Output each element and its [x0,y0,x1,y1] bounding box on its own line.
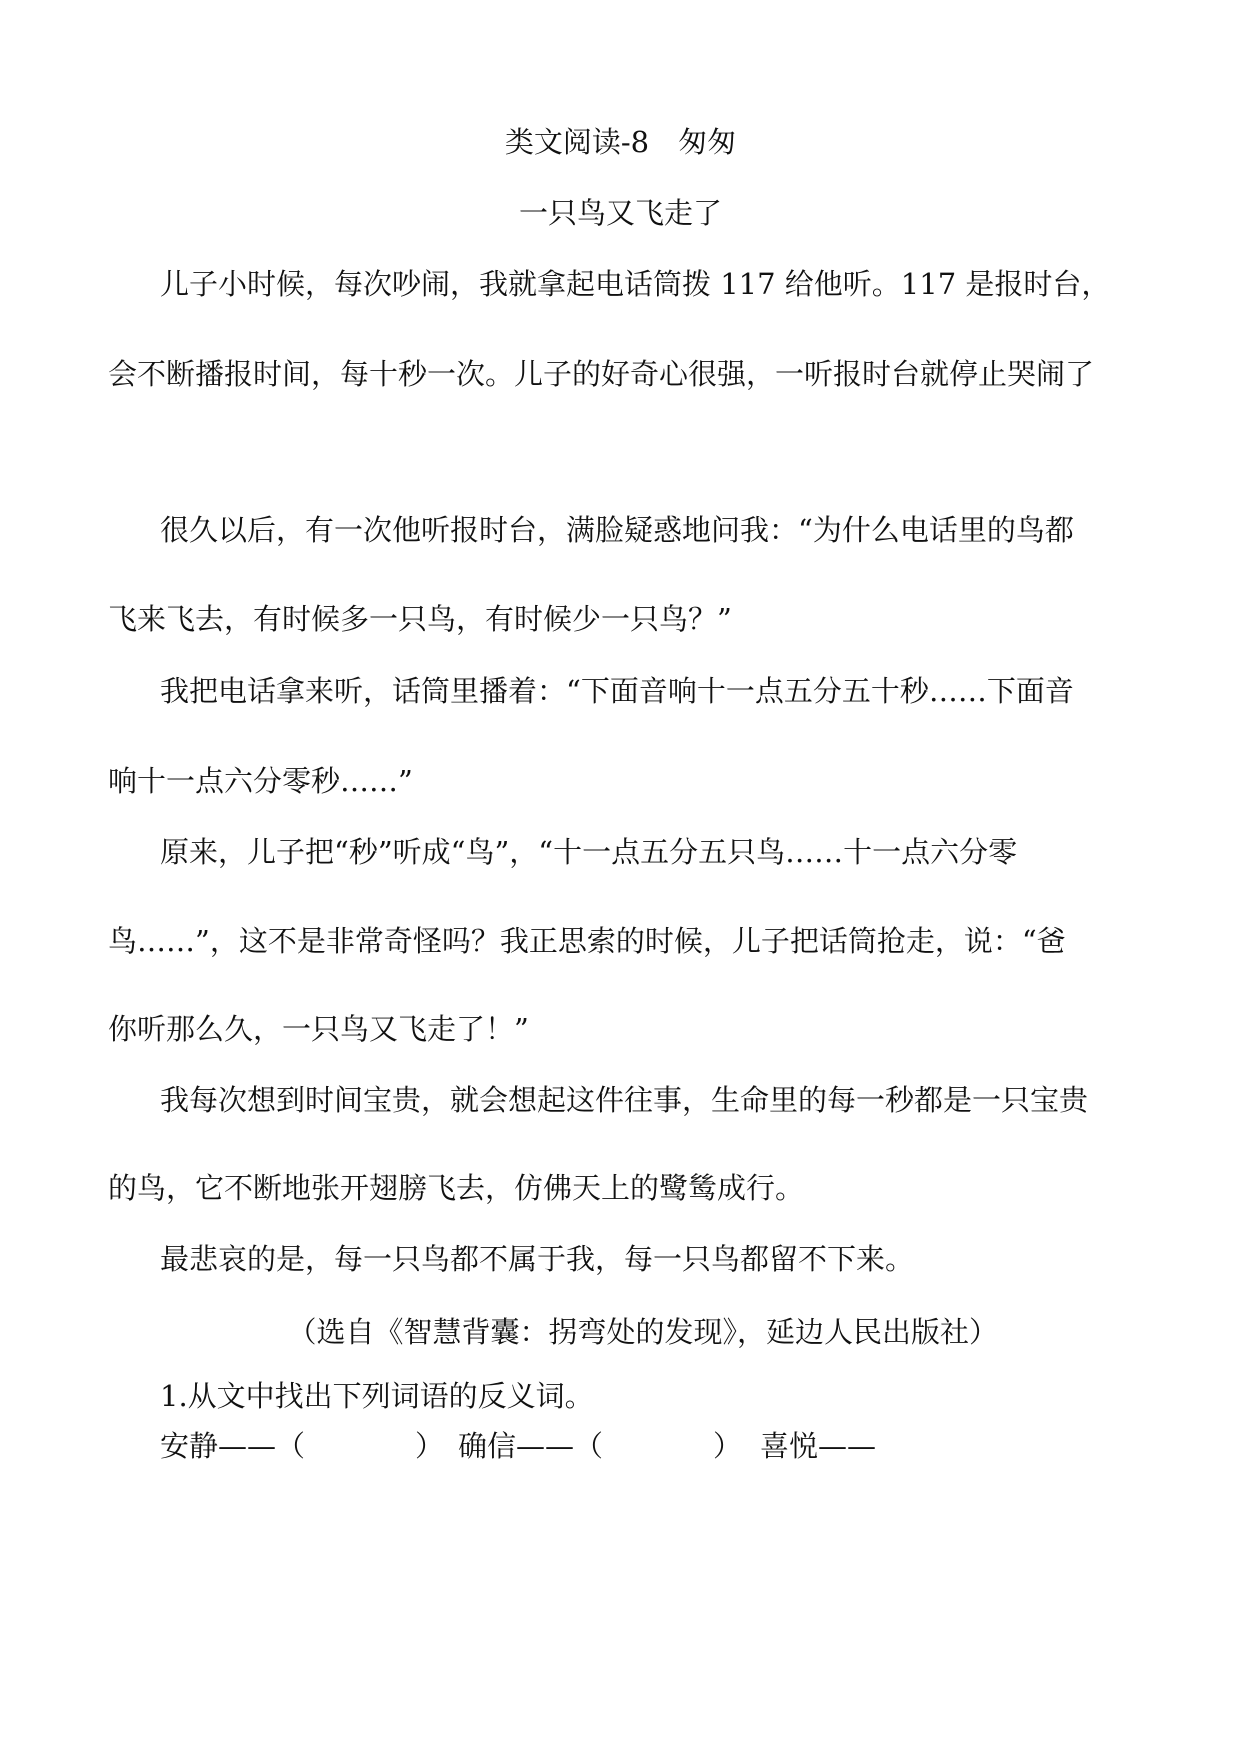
article-title: 一只鸟又飞走了 [518,196,722,230]
antonym-word-3: 喜悦—— [760,1429,877,1463]
antonym-word-1: 安静——（ [160,1429,306,1463]
antonym-item-3 [760,1428,876,1464]
paragraph-3-line-1: 我把电话拿来听，话筒里播着：“下面音响十一点五分五十秒……下面音 [160,674,1074,708]
paragraph-6-line-1: 最悲哀的是，每一只鸟都不属于我，每一只鸟都留不下来。 [160,1242,915,1276]
paragraph-4-line-2: 鸟……”，这不是非常奇怪吗？我正思索的时候，儿子把话筒抢走，说：“爸 [108,924,1066,958]
paragraph-3-line-2: 响十一点六分零秒……” [108,764,413,798]
paragraph-4-line-1: 原来，儿子把“秒”听成“鸟”，“十一点五分五只鸟……十一点六分零 [160,835,1018,869]
antonym-item-2 [458,1428,742,1464]
paragraph-1-line-2: 会不断播报时间，每十秒一次。儿子的好奇心很强，一听报时台就停止哭闹了 [108,357,1095,391]
paragraph-2-line-1: 很久以后，有一次他听报时台，满脸疑惑地问我：“为什么电话里的鸟都 [160,513,1074,547]
antonym-word-2: 确信——（ [458,1429,604,1463]
question-prompt: 1.从文中找出下列词语的反义词。 [160,1379,594,1413]
section-title: 类文阅读-8 匆匆 [504,125,737,159]
paragraph-5-line-2: 的鸟，它不断地张开翅膀飞去，仿佛天上的鹭鸶成行。 [108,1171,805,1205]
paragraph-4-line-3: 你听那么久，一只鸟又飞走了！” [108,1012,529,1046]
antonym-close-1: ） [415,1429,445,1463]
paragraph-1-line-1: 儿子小时候，每次吵闹，我就拿起电话筒拨 117 给他听。117 是报时台， [160,267,1111,301]
paragraph-2-line-2: 飞来飞去，有时候多一只鸟，有时候少一只鸟？” [108,602,732,636]
source-citation: （选自《智慧背囊：拐弯处的发现》，延边人民出版社） [287,1315,998,1349]
paragraph-5-line-1: 我每次想到时间宝贵，就会想起这件往事，生命里的每一秒都是一只宝贵 [160,1083,1089,1117]
antonym-close-2: ） [713,1429,743,1463]
antonym-item-1 [160,1428,444,1464]
